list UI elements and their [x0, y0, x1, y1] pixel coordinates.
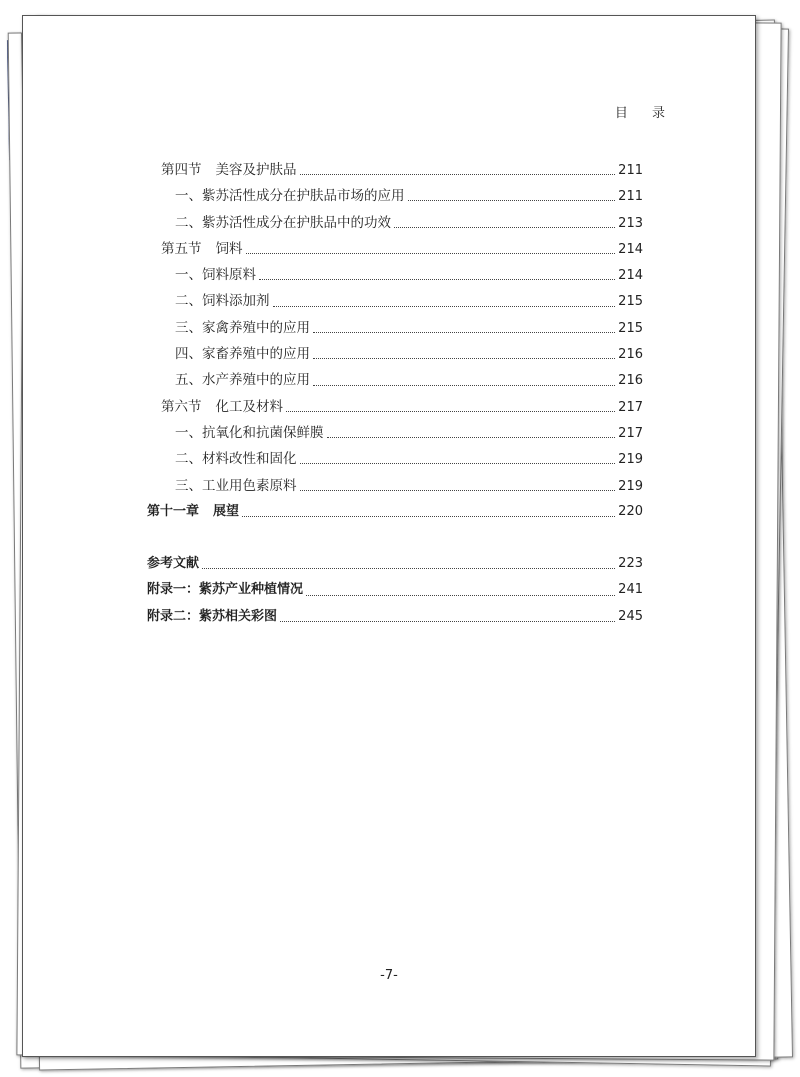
dot-leader	[327, 436, 616, 438]
toc-entry-section[interactable]	[147, 237, 643, 263]
toc-page-number: 217	[618, 399, 643, 415]
dot-leader	[259, 278, 615, 280]
toc-entry-subsection[interactable]	[147, 368, 643, 394]
dot-leader	[313, 331, 615, 333]
toc-page-number: 223	[618, 556, 643, 572]
toc-entry-subsection[interactable]	[147, 342, 643, 368]
toc-page-number: 214	[618, 268, 643, 284]
toc-entry-title: 附录一：紫苏产业种植情况	[147, 582, 304, 598]
toc-page-number: 213	[618, 215, 643, 231]
toc-entry-title: 二、饲料添加剂	[175, 293, 270, 310]
toc-page-number: 214	[618, 241, 643, 257]
toc-entry-subsection[interactable]	[147, 289, 643, 315]
dot-leader	[280, 620, 615, 622]
toc-entry-references[interactable]	[147, 552, 643, 578]
dot-leader	[306, 594, 615, 596]
toc-entry-subsection[interactable]	[147, 211, 643, 237]
toc-page-number: 211	[618, 189, 643, 205]
toc-entry-title: 五、水产养殖中的应用	[175, 372, 310, 389]
dot-leader	[313, 384, 615, 386]
toc-entry-title: 三、工业用色素原料	[175, 477, 297, 494]
toc-entry-chapter[interactable]	[147, 500, 643, 526]
toc-page-number: 216	[618, 373, 643, 389]
toc-entry-title: 饲料	[215, 240, 243, 257]
dot-leader	[300, 173, 616, 175]
toc-entry-subsection[interactable]	[147, 316, 643, 342]
toc-entry-title: 四、家畜养殖中的应用	[175, 346, 310, 363]
toc-entry-title: 二、紫苏活性成分在护肤品中的功效	[175, 214, 391, 231]
toc-entry-title: 展望	[213, 503, 240, 519]
toc-page-number: 211	[618, 163, 643, 178]
toc-entry-appendix[interactable]	[147, 578, 643, 604]
dot-leader	[242, 515, 615, 517]
toc-entry-subsection[interactable]	[147, 447, 643, 473]
page-header: 目 录	[614, 106, 675, 121]
toc-page-number: 215	[618, 294, 643, 310]
dot-leader	[202, 567, 615, 569]
page-number-footer: -7-	[380, 968, 398, 983]
toc-entry-label: 第十一章	[147, 503, 200, 519]
toc-entry-section[interactable]	[147, 158, 643, 184]
table-of-contents	[147, 158, 643, 631]
toc-page-number: 216	[618, 347, 643, 363]
toc-entry-label: 第四节	[161, 162, 202, 178]
dot-leader	[408, 199, 616, 201]
toc-entry-title: 三、家禽养殖中的应用	[175, 319, 310, 336]
toc-entry-title: 一、饲料原料	[175, 267, 256, 284]
dot-leader	[246, 252, 616, 254]
toc-entry-subsection[interactable]	[147, 474, 643, 500]
toc-page-number: 219	[618, 452, 643, 468]
toc-entry-title: 参考文献	[147, 556, 200, 572]
toc-entry-label: 第六节	[161, 398, 202, 415]
toc-entry-title: 一、抗氧化和抗菌保鲜膜	[175, 424, 324, 441]
toc-entry-section[interactable]	[147, 395, 643, 421]
toc-entry-title: 化工及材料	[215, 398, 283, 415]
toc-entry-label: 第五节	[161, 240, 202, 257]
toc-page-number: 245	[618, 608, 643, 624]
toc-page-number: 219	[618, 478, 643, 494]
toc-page-number: 241	[618, 582, 643, 598]
toc-entry-appendix[interactable]	[147, 605, 643, 631]
dot-leader	[300, 462, 616, 464]
toc-page-number: 215	[618, 320, 643, 336]
toc-entry-subsection[interactable]	[147, 263, 643, 289]
toc-entry-title: 美容及护肤品	[215, 162, 297, 178]
toc-page-number: 220	[618, 503, 643, 519]
document-page	[22, 15, 756, 1057]
dot-leader	[313, 357, 615, 359]
dot-leader	[286, 410, 615, 412]
dot-leader	[394, 226, 615, 228]
toc-entry-title: 附录二：紫苏相关彩图	[147, 608, 278, 624]
toc-page-number: 217	[618, 425, 643, 441]
dot-leader	[273, 305, 616, 307]
dot-leader	[300, 489, 616, 491]
toc-entry-subsection[interactable]	[147, 421, 643, 447]
toc-entry-title: 二、材料改性和固化	[175, 451, 297, 468]
toc-entry-title: 一、紫苏活性成分在护肤品市场的应用	[175, 188, 405, 205]
toc-entry-subsection[interactable]	[147, 184, 643, 210]
